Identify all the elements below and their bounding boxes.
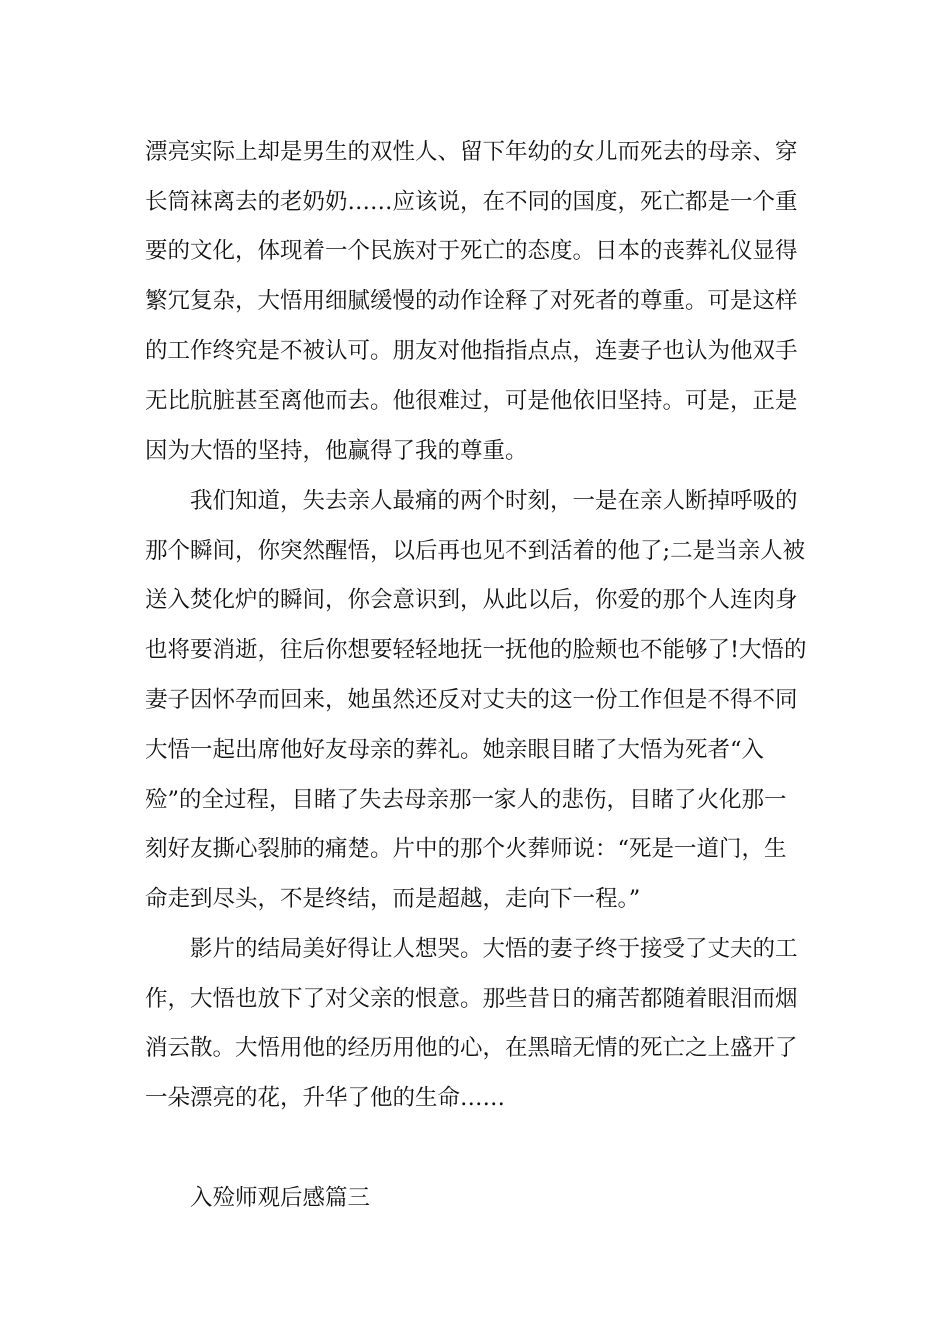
text-line-6: 无比肮脏甚至离他而去。他很难过，可是他依旧坚持。可是，正是 <box>145 388 798 414</box>
section-heading: 入殓师观后感篇三 <box>190 1185 371 1211</box>
text-line-19: 消云散。大悟用他的经历用他的心，在黑暗无情的死亡之上盛开了 <box>145 1035 798 1061</box>
text-line-4: 繁冗复杂，大悟用细腻缓慢的动作诠释了对死者的尊重。可是这样 <box>145 288 798 314</box>
text-line-18: 作，大悟也放下了对父亲的恨意。那些昔日的痛苦都随着眼泪而烟 <box>145 986 798 1012</box>
text-line-8: 我们知道，失去亲人最痛的两个时刻，一是在亲人断掉呼吸的 <box>145 488 798 514</box>
text-line-20: 一朵漂亮的花，升华了他的生命…… <box>145 1085 506 1111</box>
text-line-1: 漂亮实际上却是男生的双性人、留下年幼的女儿而死去的母亲、穿 <box>145 139 798 165</box>
text-line-17: 影片的结局美好得让人想哭。大悟的妻子终于接受了丈夫的工 <box>145 936 798 962</box>
text-line-7: 因为大悟的坚持，他赢得了我的尊重。 <box>145 438 528 464</box>
text-line-15: 刻好友撕心裂肺的痛楚。片中的那个火葬师说：“死是一道门，生 <box>145 836 787 862</box>
text-line-13: 大悟一起出席他好友母亲的葬礼。她亲眼目睹了大悟为死者“入 <box>145 737 765 763</box>
text-line-11: 也将要消逝，往后你想要轻轻地抚一抚他的脸颊也不能够了!大悟的 <box>145 637 807 663</box>
text-line-16: 命走到尽头，不是终结，而是超越，走向下一程。” <box>145 886 641 912</box>
text-line-14: 殓”的全过程，目睹了失去母亲那一家人的悲伤，目睹了火化那一 <box>145 787 787 813</box>
text-line-3: 要的文化，体现着一个民族对于死亡的态度。日本的丧葬礼仪显得 <box>145 238 798 264</box>
text-line-5: 的工作终究是不被认可。朋友对他指指点点，连妻子也认为他双手 <box>145 338 798 364</box>
text-line-2: 长筒袜离去的老奶奶……应该说，在不同的国度，死亡都是一个重 <box>145 189 798 215</box>
text-line-10: 送入焚化炉的瞬间，你会意识到，从此以后，你爱的那个人连肉身 <box>145 587 798 613</box>
text-line-9: 那个瞬间，你突然醒悟，以后再也见不到活着的他了;二是当亲人被 <box>145 538 806 564</box>
text-line-12: 妻子因怀孕而回来，她虽然还反对丈夫的这一份工作但是不得不同 <box>145 687 798 713</box>
